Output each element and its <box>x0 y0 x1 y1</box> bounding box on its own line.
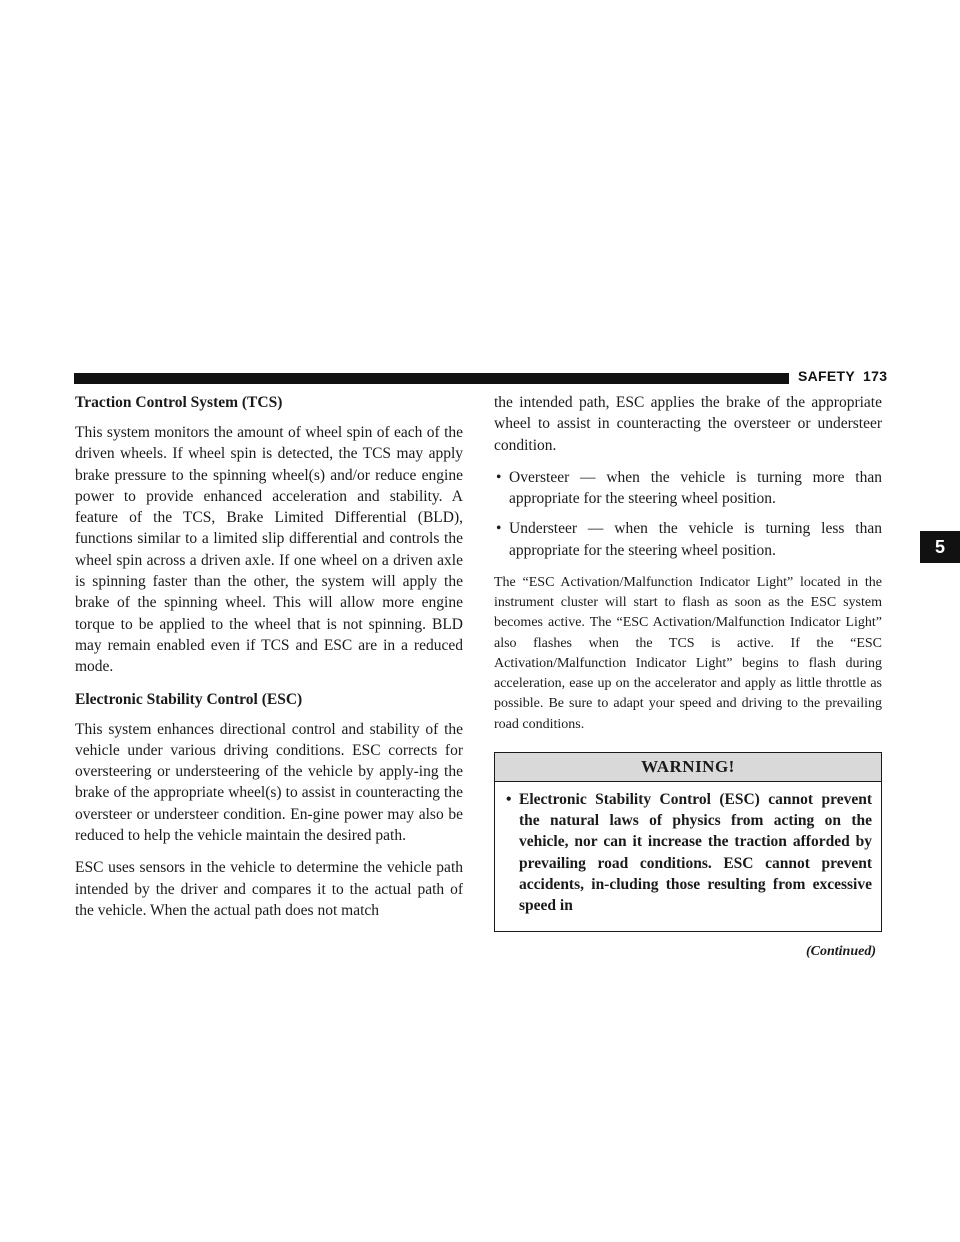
warning-list <box>504 789 872 917</box>
left-column <box>75 392 463 932</box>
header-rule <box>74 373 789 384</box>
list-item <box>494 467 882 510</box>
continued-label: (Continued) <box>805 944 876 960</box>
running-header <box>798 368 898 384</box>
chapter-tab: 5 <box>920 531 960 563</box>
esc-heading: Electronic Stability Control (ESC) <box>75 690 303 708</box>
tcs-heading: Traction Control System (TCS) <box>75 394 283 411</box>
continued-paragraph: the intended path, ESC applies the brake of the appropriate wheel to assist in counteracting the oversteer or understeer condition. <box>494 394 882 454</box>
steer-bullet-list <box>494 467 882 561</box>
esc-sensors-paragraph: ESC uses sensors in the vehicle to determine the vehicle path intended by the driver and compares it to the actual path of the vehicle. When the actual path does not match <box>75 859 463 919</box>
esc-paragraph: This system enhances directional control and stability of the vehicle under various driving conditions. ESC corrects for oversteering or understeering of the vehicle by apply-ing the brake of the appropriate wheel(s) to assist in counteracting the oversteer or understeer condition. En-gine power may also be reduced to help the vehicle maintain the desired path. <box>75 720 463 845</box>
indicator-paragraph: The “ESC Activation/Malfunction Indicator Light” located in the instrument cluster will start to flash as soon as the ESC system becomes active. The “ESC Activation/Malfunction Indicator Light” also flashes when the TCS is active. If the “ESC Activation/Malfunction Indicator Light” begins to flash during acceleration, ease up on the accelerator and apply as little throttle as possible. Be sure to adapt your speed and driving to the prevailing road conditions. <box>494 575 882 732</box>
bullet-text: Oversteer — when the vehicle is turning more than appropriate for the steering wheel position. <box>509 468 882 508</box>
warning-box <box>494 752 882 933</box>
list-item <box>504 789 872 917</box>
section-title: SAFETY <box>798 368 856 384</box>
bullet-text: Understeer — when the vehicle is turning less than appropriate for the steering wheel position. <box>509 520 882 559</box>
list-item <box>494 518 882 561</box>
warning-text: Electronic Stability Control (ESC) cannot prevent the natural laws of physics from acting on the vehicle, nor can it increase the traction afforded by prevailing road conditions. ESC cannot prevent accidents, in-cluding those resulting from excessive speed in <box>519 790 872 915</box>
warning-title: WARNING! <box>495 753 881 782</box>
bullet-icon: • <box>496 520 502 538</box>
bullet-icon: • <box>496 468 502 486</box>
warning-body <box>495 782 881 932</box>
page-number: 173 <box>863 368 888 384</box>
right-column <box>494 392 882 960</box>
bullet-icon: • <box>506 790 512 808</box>
tcs-paragraph: This system monitors the amount of wheel spin of each of the driven wheels. If wheel spin is detected, the TCS may apply brake pressure to the spinning wheel(s) and/or reduce engine power to provide enhanced acceleration and stability. A feature of the TCS, Brake Limited Differential (BLD), functions similar to a limited slip differential and controls the wheel spin across a driven axle. If one wheel on a driven axle is spinning faster than the other, the system will apply the brake of the spinning wheel. This will allow more engine torque to be applied to the wheel that is not spinning. BLD may remain enabled even if TCS and ESC are in a reduced mode. <box>75 424 463 676</box>
